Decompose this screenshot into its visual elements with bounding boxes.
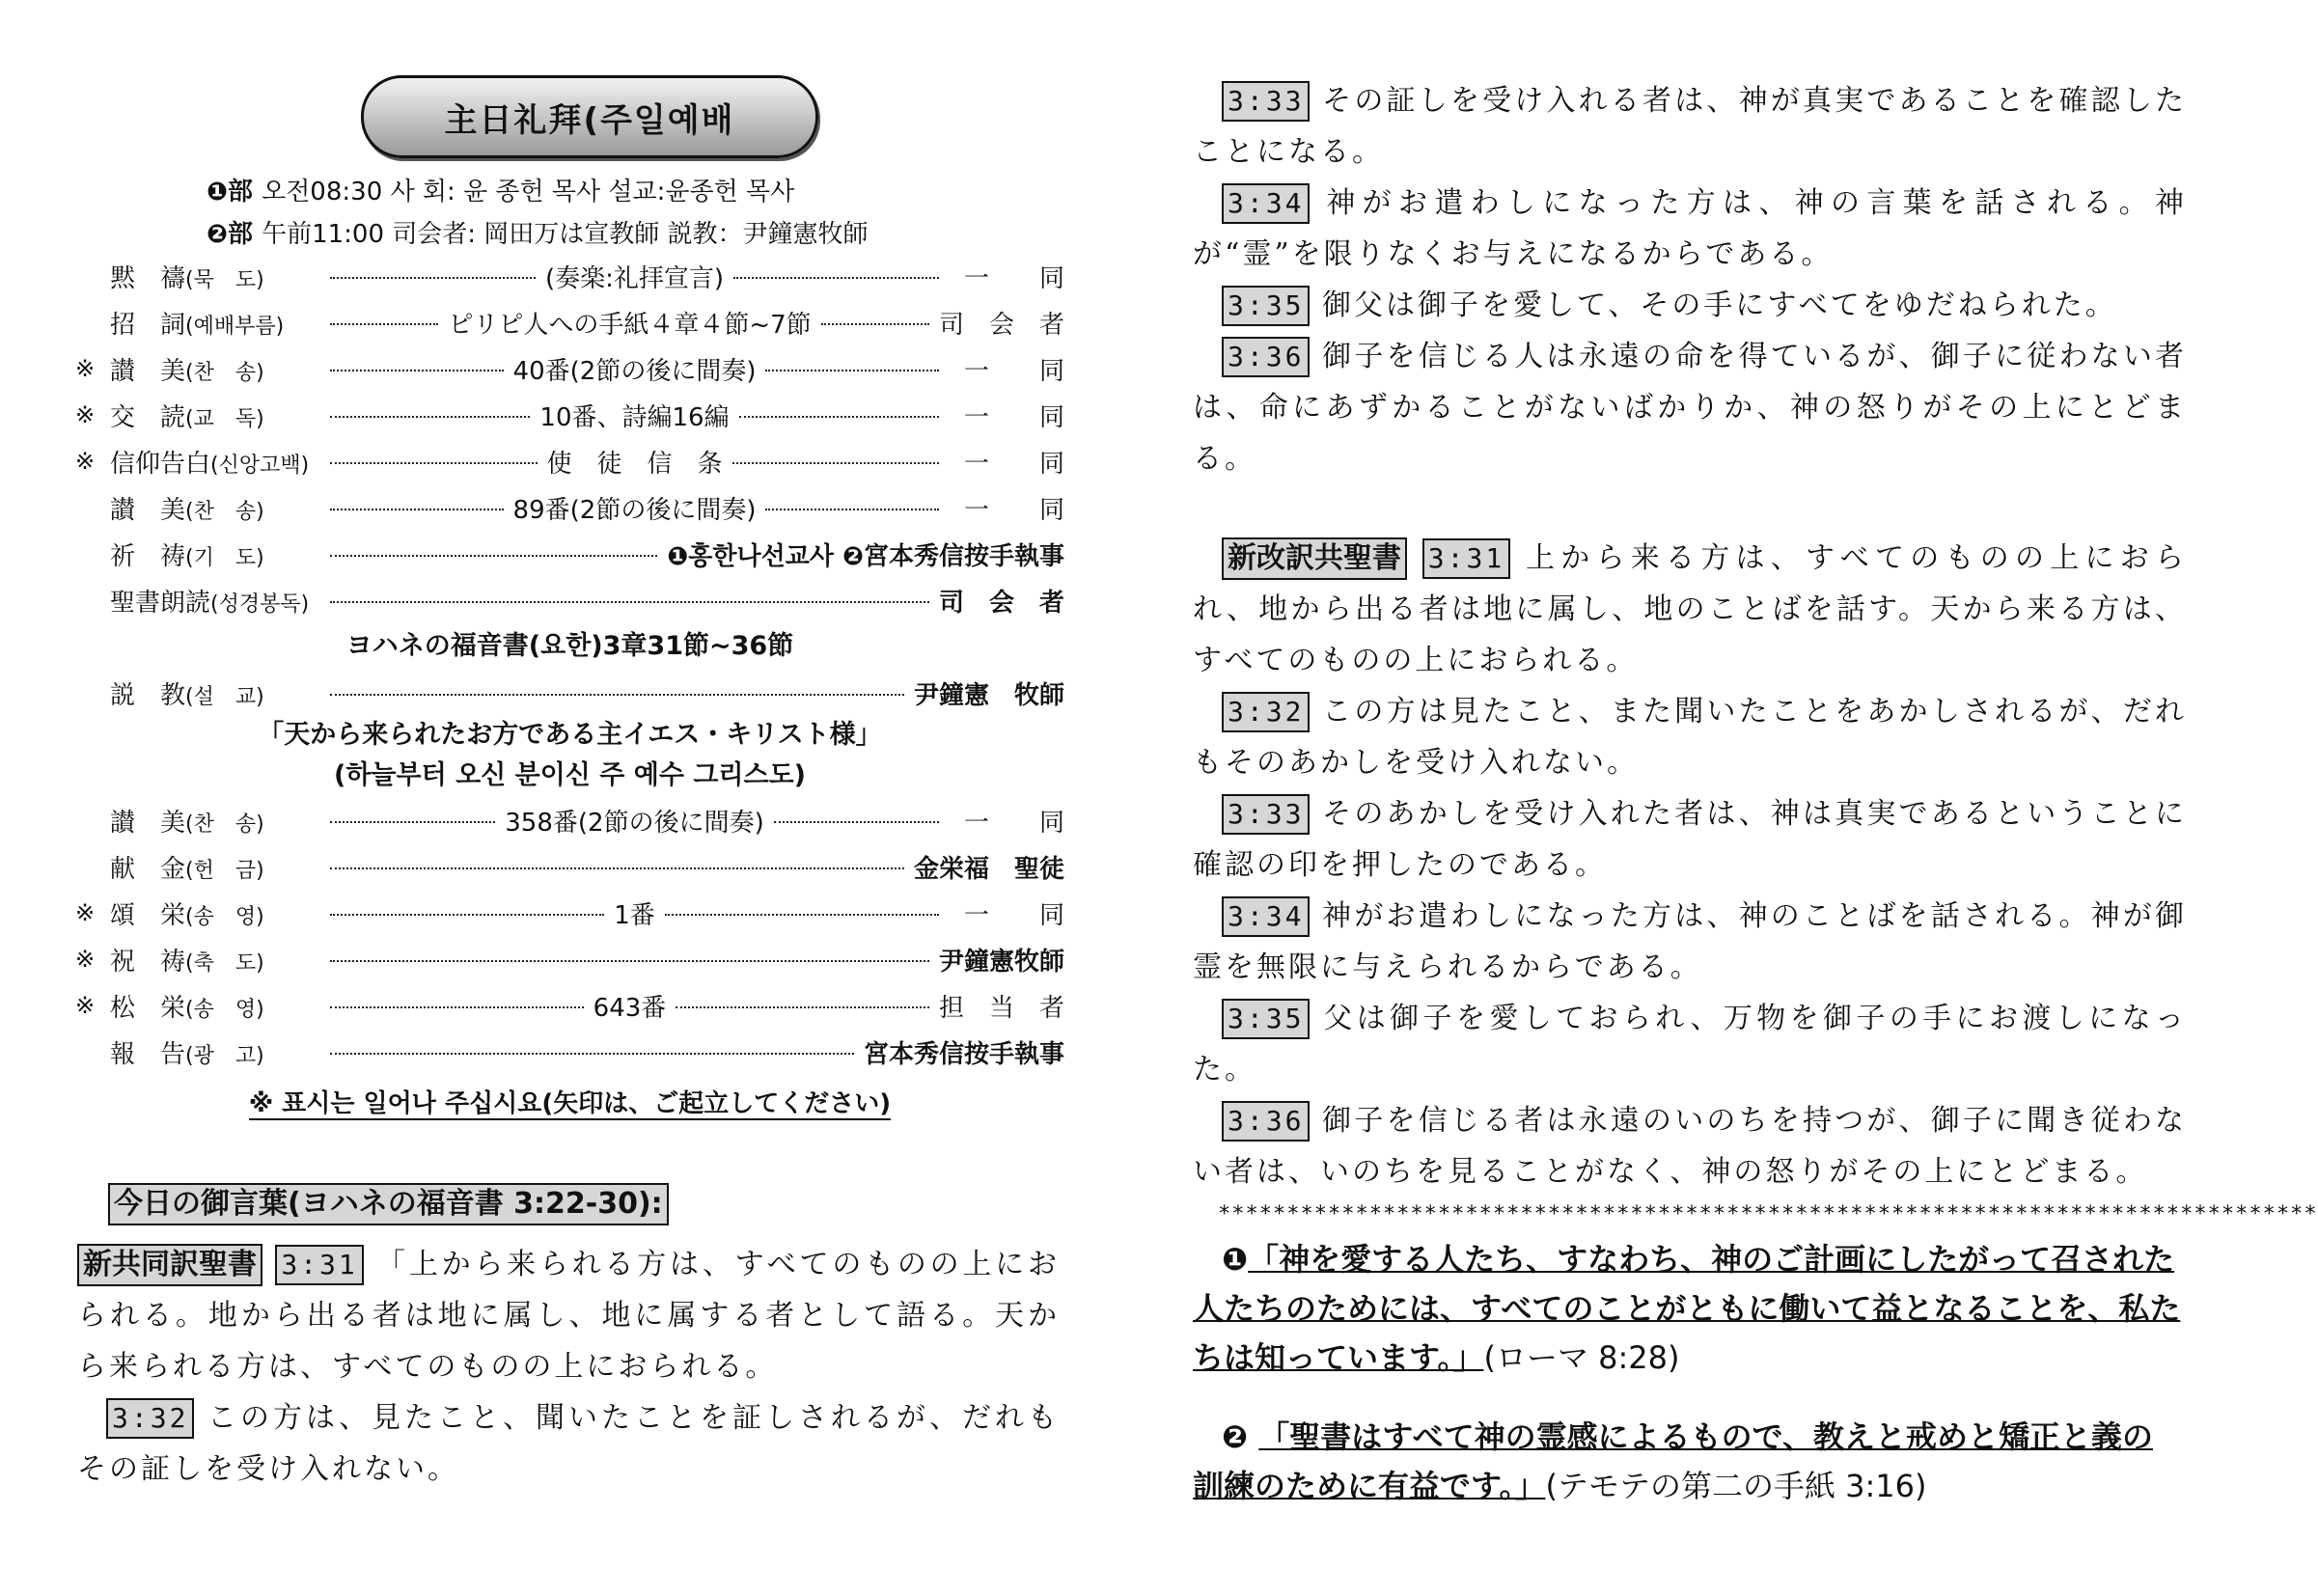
order-row [75, 392, 1064, 438]
order-item-label: 讃 美 [110, 356, 186, 386]
verse-text: 上から来る方は、すべてのものの上におられ、地から出る者は地に属し、地のことばを話す。天から来る方は、すべてのものの上におられる。 [1193, 541, 2187, 677]
order-row [75, 1029, 1064, 1075]
order-item [110, 583, 324, 619]
version-1-label: 新共同訳聖書 [77, 1244, 262, 1286]
verse-text: 「上から来られる方は、すべてのものの上におられる。地から出る者は地に属し、地に属する者として語る。天から来られる方は、すべてのものの上におられる。 [77, 1248, 1060, 1384]
dotted-leader [330, 509, 504, 510]
memory-2-number: ❷ [1222, 1418, 1249, 1455]
dotted-leader [774, 821, 939, 823]
verse-text: 神がお遣わしになった方は、神の言葉を話される。神が“霊”を限りなくお与えになるからである。 [1193, 186, 2187, 271]
dotted-leader [330, 601, 929, 603]
verse-ref: 3:35 [1222, 999, 1310, 1039]
stand-note-text: ※ 표시는 일어나 주십시요(矢印は、ご起立してください) [248, 1089, 892, 1118]
order-row [75, 843, 1064, 890]
order-who: 担 当 者 [938, 993, 1064, 1023]
order-item-label: 交 読 [110, 402, 186, 432]
verse-paragraph [1193, 686, 2187, 788]
order-who: 金栄福 聖徒 [913, 854, 1064, 884]
dotted-leader [665, 914, 939, 916]
order-who: 一 同 [964, 449, 1065, 479]
page-title: 主日礼拜(주일예배 [361, 75, 818, 158]
order-item [110, 942, 324, 977]
order-item-label: 信仰告白 [110, 449, 211, 479]
order-item-sub: (찬 송) [185, 360, 264, 385]
dotted-leader [739, 416, 939, 418]
order-item-sub: (묵 도) [185, 267, 264, 292]
order-detail: ピリピ人への手紙４章４節~7節 [448, 310, 812, 340]
memory-1-reference: (ローマ 8:28) [1483, 1339, 1680, 1376]
service-1-label: ❶部 [207, 178, 254, 206]
order-item-label: 報 告 [110, 1039, 186, 1069]
dotted-leader [733, 277, 939, 279]
memory-2-quote: 「聖書はすべて神の霊感によるもので、教えと戒めと矯正と義の訓練のために有益です。」 [1193, 1418, 2153, 1504]
order-item [110, 803, 324, 839]
scripture-v1-left [77, 1239, 1060, 1495]
dotted-leader [330, 867, 904, 869]
order-row [75, 890, 1064, 936]
order-detail: (奏楽:礼拝宣言) [544, 263, 725, 293]
dotted-leader [330, 821, 495, 823]
version-2-label: 新改訳共聖書 [1222, 537, 1407, 580]
dotted-leader [765, 370, 939, 371]
order-item-sub: (신앙고백) [210, 453, 310, 478]
verse-paragraph [77, 1392, 1060, 1495]
order-item [110, 259, 324, 294]
order-row [75, 299, 1064, 345]
order-who: 一 同 [963, 263, 1064, 293]
order-who: 司 会 者 [938, 588, 1064, 618]
order-row [75, 438, 1064, 484]
order-item-sub: (예배부름) [185, 314, 285, 339]
order-item-sub: (기 도) [185, 545, 264, 570]
scripture-v2 [1193, 533, 2187, 1197]
dotted-leader [330, 914, 604, 916]
verse-paragraph [1193, 280, 2187, 331]
order-mark: ※ [75, 401, 96, 428]
verse-paragraph [1193, 178, 2187, 280]
order-row [75, 936, 1064, 982]
order-who: 尹鐘憲牧師 [938, 947, 1064, 977]
order-detail: 40番(2節の後に間奏) [512, 356, 757, 386]
order-item-sub: (광 고) [185, 1043, 264, 1068]
order-row [75, 577, 1064, 623]
order-item-sub: (송 영) [185, 904, 264, 929]
order-who: 一 同 [963, 808, 1064, 838]
dotted-leader [330, 462, 538, 464]
verse-ref: 3:36 [1222, 337, 1310, 377]
order-mark: ※ [75, 355, 96, 382]
order-item-label: 松 栄 [110, 993, 186, 1023]
dotted-leader [330, 555, 657, 557]
verse-ref: 3:32 [1222, 692, 1310, 732]
order-item-sub: (헌 금) [185, 858, 264, 883]
memory-verse-2 [1193, 1413, 2182, 1511]
dotted-leader [330, 1006, 584, 1008]
verse-text: 御子を信じる人は永遠の命を得ているが、御子に従わない者は、命にあずかることがないばかりか、神の怒りがその上にとどまる。 [1193, 340, 2188, 476]
dotted-leader [330, 960, 929, 962]
order-item-label: 献 金 [110, 854, 186, 884]
memory-2-reference: (テモテの第二の手紙 3:16) [1545, 1468, 1927, 1504]
order-item-sub: (송 영) [185, 997, 264, 1022]
order-item [110, 537, 324, 572]
verse-ref: 3:35 [1222, 286, 1310, 326]
verse-text: そのあかしを受け入れた者は、神は真実であるということに確認の印を押したのである。 [1193, 797, 2188, 882]
order-item [110, 675, 324, 711]
order-item [110, 988, 324, 1024]
order-item [110, 398, 324, 433]
order-detail: 使 徒 信 条 [546, 449, 723, 479]
order-item [110, 895, 324, 931]
order-who: 司 会 者 [938, 310, 1064, 340]
order-who: 一 同 [964, 356, 1065, 386]
order-row [75, 345, 1064, 392]
verse-paragraph [1193, 993, 2187, 1095]
order-item-label: 讃 美 [110, 808, 186, 838]
today-word-label: 今日の御言葉(ヨハネの福音書 3:22-30): [108, 1183, 669, 1225]
order-item [110, 351, 324, 387]
stand-note [75, 1075, 1064, 1133]
verse-ref: 3:31 [1422, 538, 1510, 579]
verse-paragraph [77, 1239, 1060, 1392]
order-item-label: 聖書朗読 [110, 588, 211, 618]
order-item [110, 305, 324, 341]
order-list-1 [75, 253, 1064, 623]
order-mark: ※ [75, 899, 96, 926]
order-who: 尹鐘憲 牧師 [913, 680, 1064, 710]
dotted-leader [330, 694, 904, 696]
verse-text: その証しを受け入れる者は、神が真実であることを確認したことになる。 [1193, 84, 2188, 169]
order-item-label: 祈 祷 [110, 541, 186, 571]
verse-text: この方は、見たこと、聞いたことを証しされるが、だれもその証しを受け入れない。 [77, 1401, 1060, 1486]
dotted-leader [732, 462, 940, 464]
verse-ref: 3:34 [1222, 896, 1310, 937]
dotted-leader [330, 323, 438, 325]
verse-ref: 3:36 [1222, 1101, 1310, 1142]
verse-text: 父は御子を愛しておられ、万物を御子の手にお渡しになった。 [1193, 1002, 2187, 1087]
order-item-sub: (찬 송) [185, 812, 264, 837]
service-2-line [207, 214, 869, 250]
service-2-label: ❷部 [207, 220, 254, 249]
order-mark: ※ [75, 992, 96, 1019]
order-item-label: 頌 栄 [110, 900, 186, 930]
order-item-sub: (설 교) [185, 684, 264, 709]
order-item-label: 黙 禱 [110, 263, 186, 293]
verse-paragraph [1193, 533, 2187, 686]
dotted-leader [330, 1053, 854, 1055]
order-mark: ※ [75, 946, 96, 973]
dotted-leader [676, 1006, 929, 1008]
order-row-sermon [75, 670, 1064, 716]
order-who: 一 同 [964, 402, 1065, 432]
dotted-leader [330, 416, 530, 418]
sermon-title-kr: (하늘부터 오신 분이신 주 예수 그리스도) [334, 760, 806, 790]
order-item-sub: (교 독) [185, 406, 264, 431]
sermon-title-jp: 「天から来られたお方である主イエス・キリスト様」 [258, 720, 882, 750]
dotted-leader [330, 277, 536, 279]
dotted-leader [330, 370, 504, 371]
order-item [110, 490, 324, 526]
order-list-2 [75, 797, 1064, 1075]
order-detail: 643番 [593, 993, 667, 1023]
verse-paragraph [1193, 331, 2187, 484]
order-item-sub: (찬 송) [185, 499, 264, 524]
order-who: 一 同 [964, 495, 1065, 525]
order-row [75, 982, 1064, 1029]
order-item-label: 祝 祷 [110, 947, 186, 977]
verse-text: 御父は御子を愛して、その手にすべてをゆだねられた。 [1321, 289, 2117, 322]
service-1-text: 오전08:30 사 회: 윤 종헌 목사 설교:윤종헌 목사 [262, 178, 795, 206]
order-item [110, 1034, 324, 1070]
verse-ref: 3:33 [1222, 794, 1310, 835]
verse-ref: 3:32 [106, 1398, 194, 1439]
star-divider: ******************************************************************************** [1218, 1202, 2318, 1226]
order-item [110, 849, 324, 885]
verse-paragraph [1193, 788, 2187, 891]
order-row [75, 253, 1064, 299]
order-row [75, 484, 1064, 531]
order-detail: 1番 [614, 900, 655, 930]
order-item-label: 説 教 [110, 680, 186, 710]
verse-text: 御子を信じる者は永遠のいのちを持つが、御子に聞き従わない者は、いのちを見ることがなく、神の怒りがその上にとどまる。 [1193, 1104, 2188, 1189]
order-who: ❶홍한나선교사 ❷宮本秀信按手執事 [667, 541, 1064, 571]
today-word-heading [108, 1183, 669, 1225]
order-item-sub: (축 도) [185, 950, 264, 976]
order-of-worship [75, 253, 1064, 1133]
verse-paragraph [1193, 891, 2187, 993]
left-page [75, 0, 1064, 1596]
scripture-v1-right [1193, 75, 2187, 484]
dotted-leader [821, 323, 929, 325]
order-detail: 89番(2節の後に間奏) [512, 495, 757, 525]
order-item-sub: (성경봉독) [210, 592, 310, 617]
order-who: 一 同 [964, 900, 1065, 930]
memory-1-quote: 「神を愛する人たち、すなわち、神のご計画にしたがって召された人たちのためには、すべてのことがともに働いて益となることを、私たちは知っています。」 [1193, 1241, 2181, 1376]
order-item-label: 招 詞 [110, 310, 186, 340]
verse-paragraph [1193, 75, 2187, 178]
service-1-line [207, 172, 794, 207]
verse-ref: 3:31 [275, 1245, 363, 1285]
order-item [110, 444, 324, 480]
verse-ref: 3:34 [1222, 183, 1310, 224]
order-detail: 10番、詩編16編 [539, 402, 730, 432]
dotted-leader [765, 509, 939, 510]
verse-text: 神がお遣わしになった方は、神のことばを話される。神が御霊を無限に与えられるからである。 [1193, 899, 2188, 984]
right-page [1185, 0, 2318, 1596]
memory-verse-1 [1193, 1235, 2182, 1383]
order-who: 宮本秀信按手執事 [863, 1039, 1064, 1069]
service-2-text: 午前11:00 司会者: 岡田万は宣教師 説教：尹鐘憲牧師 [262, 220, 869, 249]
order-detail: 358番(2節の後に間奏) [505, 808, 764, 838]
verse-text: この方は見たこと、また聞いたことをあかしされるが、だれもそのあかしを受け入れない。 [1193, 695, 2188, 780]
scripture-reference: ヨハネの福音書(요한)3章31節~36節 [345, 631, 794, 661]
order-row [75, 531, 1064, 577]
memory-1-number: ❶ [1222, 1241, 1249, 1278]
order-mark: ※ [75, 448, 96, 475]
order-item-label: 讃 美 [110, 495, 186, 525]
order-row [75, 797, 1064, 843]
verse-paragraph [1193, 1095, 2187, 1197]
verse-ref: 3:33 [1222, 81, 1310, 122]
